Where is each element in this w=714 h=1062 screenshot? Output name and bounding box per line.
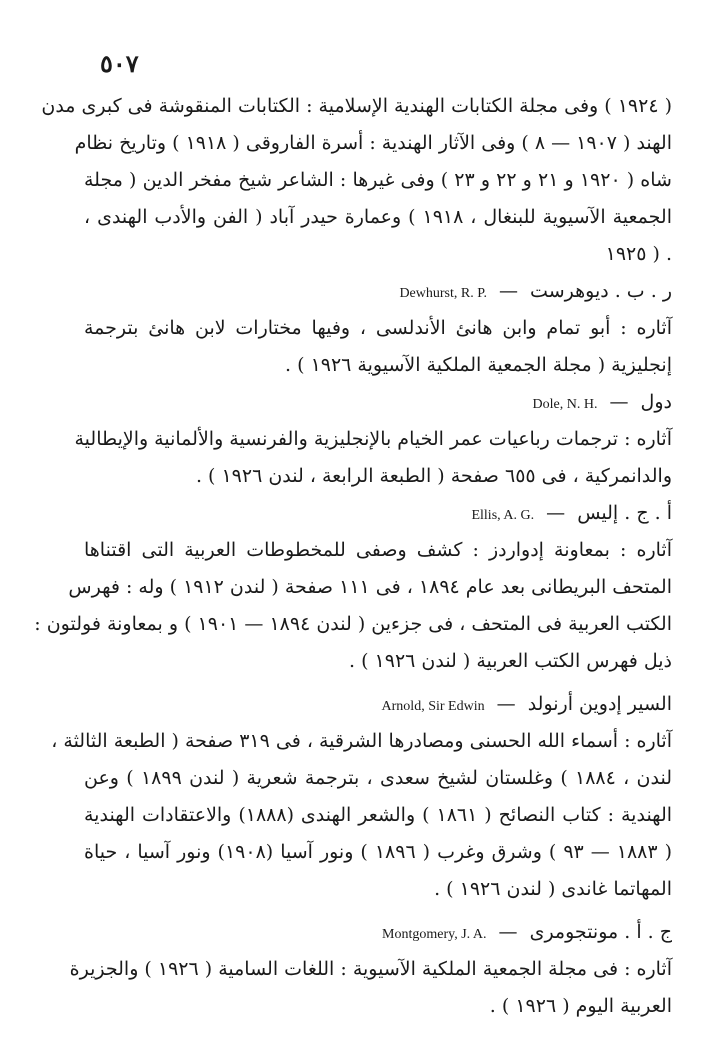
text-line: والدانمركية ، فى ٦٥٥ صفحة ( الطبعة الرابعة ، لندن ١٩٢٦ ) .	[195, 465, 672, 487]
text-line: المهاتما غاندى ( لندن ١٩٢٦ ) .	[434, 878, 672, 900]
entry-heading	[84, 495, 672, 532]
entry-heading	[84, 914, 672, 951]
entry-montgomery	[69, 914, 672, 1025]
text-line: آثاره : بمعاونة إدواردز : كشف وصفى للمخطوطات العربية التى اقتناها	[84, 539, 672, 561]
entry-dash: —	[496, 693, 516, 715]
entry-dash: —	[609, 391, 629, 413]
entry-dash: —	[498, 921, 518, 943]
text-line: آثاره : فى مجلة الجمعية الملكية الآسيوية : اللغات السامية ( ١٩٢٦ ) والجزيرة	[69, 958, 672, 980]
text-line: الهند ( ١٩٠٧ — ٨ ) وفى الآثار الهندية : أسرة الفاروقى ( ١٩١٨ ) وتاريخ نظام	[74, 132, 672, 154]
entry-latin-name: Montgomery, J. A.	[382, 927, 487, 942]
text-line: المتحف البريطانى بعد عام ١٨٩٤ ، فى ١١١ صفحة ( لندن ١٩١٢ ) وله : فهرس	[68, 576, 672, 598]
entry-heading	[84, 384, 672, 421]
entry-dash: —	[546, 502, 566, 524]
entry-latin-name: Dole, N. H.	[532, 397, 598, 412]
text-line: إنجليزية ( مجلة الجمعية الملكية الآسيوية ١٩٢٦ ) .	[285, 354, 672, 376]
text-line: ذيل فهرس الكتب العربية ( لندن ١٩٢٦ ) .	[349, 650, 672, 672]
text-line: آثاره : ترجمات رباعيات عمر الخيام بالإنجليزية والفرنسية والألمانية والإيطالية	[74, 428, 672, 450]
text-line: شاه ( ١٩٢٠ و ٢١ و ٢٢ و ٢٣ ) وفى غيرها : الشاعر شيخ مفخر الدين ( مجلة	[84, 169, 672, 191]
entry-latin-name: Ellis, A. G.	[471, 508, 535, 523]
entry-arabic-name: أ . ج . إليس	[577, 502, 672, 524]
text-line: ( ١٨٨٣ — ٩٣ ) وشرق وغرب ( ١٨٩٦ ) ونور آسيا (١٩٠٨) ونور آسيا ، حياة	[84, 841, 672, 863]
text-line: الهندية : كتاب النصائح ( ١٨٦١ ) والشعر الهندى (١٨٨٨) والاعتقادات الهندية	[84, 804, 673, 826]
entry-ellis	[34, 495, 672, 680]
text-line: آثاره : أسماء الله الحسنى ومصادرها الشرقية ، فى ٣١٩ صفحة ( الطبعة الثالثة ،	[51, 730, 672, 752]
text-line: الجمعية الآسيوية للبنغال ، ١٩١٨ ) وعمارة حيدر آباد ( الفن والأدب الهندى ،	[84, 206, 673, 228]
entry-dole	[74, 384, 672, 495]
entry-dewhurst	[84, 273, 672, 384]
text-line: ( ١٩٢٤ ) وفى مجلة الكتابات الهندية الإسلامية : الكتابات المنقوشة فى كبرى مدن	[41, 95, 672, 117]
entry-dash: —	[499, 280, 518, 302]
text-line: الكتب العربية فى المتحف ، فى جزءين ( لندن ١٨٩٤ — ١٩٠١ ) و بمعاونة فولتون :	[34, 613, 672, 635]
entry-arabic-name: ج . أ . مونتجومرى	[529, 921, 672, 943]
text-line: لندن ، ١٨٨٤ ) وغلستان لشيخ سعدى ، بترجمة شعرية ( لندن ١٨٩٩ ) وعن	[84, 767, 672, 789]
entry-heading	[84, 273, 672, 310]
text-line: آثاره : أبو تمام وابن هانئ الأندلسى ، وفيها مختارات لابن هانئ بترجمة	[84, 317, 672, 339]
entry-heading	[84, 686, 672, 723]
entry-arnold	[51, 686, 673, 908]
text-line: العربية اليوم ( ١٩٢٦ ) .	[489, 995, 672, 1017]
entry-arabic-name: ر . ب . ديوهرست	[530, 280, 672, 302]
entry-latin-name: Dewhurst, R. P.	[399, 286, 487, 301]
intro-paragraph	[41, 88, 673, 273]
page-number: ٥٠٧	[100, 49, 139, 78]
text-line: . ( ١٩٢٥	[605, 243, 672, 265]
entry-arabic-name: السير إدوين أرنولد	[527, 693, 672, 715]
entry-arabic-name: دول	[640, 391, 672, 413]
entry-latin-name: Arnold, Sir Edwin	[381, 699, 485, 714]
page-body	[34, 88, 673, 1025]
